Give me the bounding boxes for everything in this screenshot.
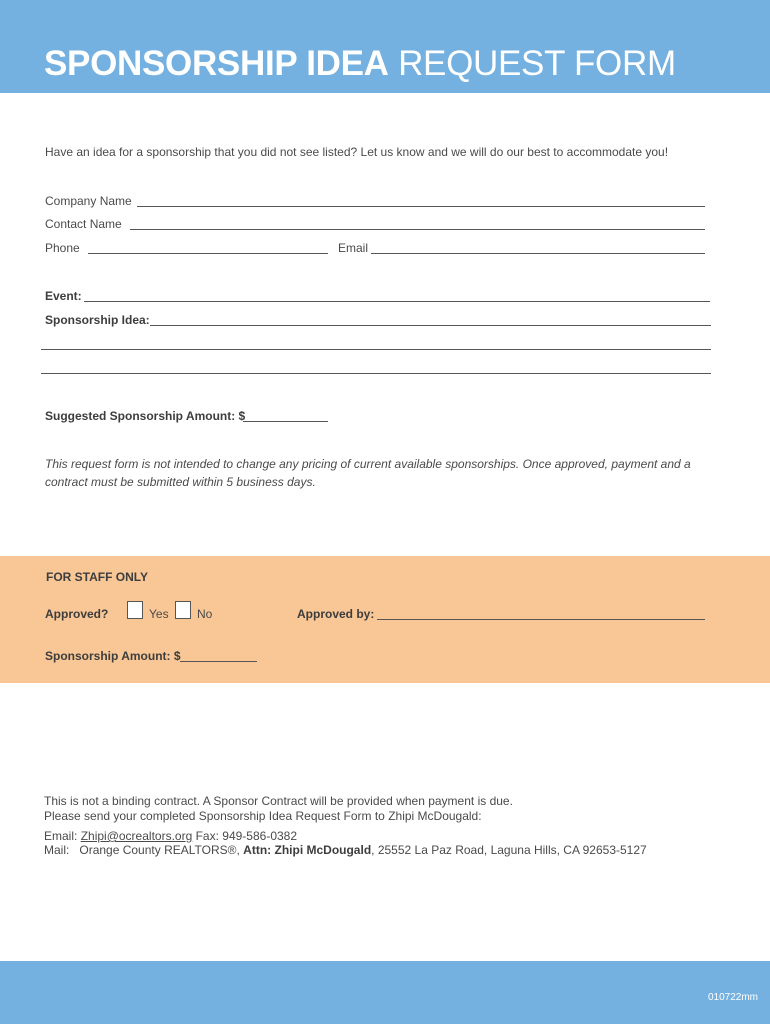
phone-field[interactable]: [88, 253, 328, 254]
no-label: No: [197, 607, 213, 621]
contact-email-row: [44, 829, 297, 843]
mail-attn: Attn: Zhipi McDougald: [243, 843, 372, 857]
staff-only-section: [0, 556, 770, 683]
header-banner: [0, 0, 770, 93]
email-label: Email: [338, 241, 369, 255]
approved-label: Approved?: [45, 607, 109, 621]
approved-no-checkbox[interactable]: [175, 601, 191, 619]
staff-heading: FOR STAFF ONLY: [46, 570, 148, 584]
disclaimer-line-1: This request form is not intended to change any pricing of current available sponsorships. Once approved, payment and a: [45, 457, 691, 471]
page-title: [44, 44, 676, 84]
yes-label: Yes: [149, 607, 169, 621]
fax-value: 949-586-0382: [222, 829, 298, 843]
sponsorship-idea-field-line2[interactable]: [41, 349, 711, 350]
fax-label: Fax:: [195, 829, 219, 843]
company-name-field[interactable]: [137, 206, 705, 207]
sponsorship-idea-field[interactable]: [150, 325, 711, 326]
staff-amount-field[interactable]: [180, 661, 257, 662]
title-bold: SPONSORSHIP IDEA: [44, 44, 389, 83]
intro-text: Have an idea for a sponsorship that you did not see listed? Let us know and we will do our best to accommodate you!: [45, 145, 669, 159]
disclaimer-line-2: contract must be submitted within 5 business days.: [45, 475, 316, 489]
suggested-amount-label: Suggested Sponsorship Amount: $: [45, 409, 246, 423]
mail-row: [44, 843, 647, 857]
contact-name-label: Contact Name: [45, 217, 122, 231]
phone-label: Phone: [45, 241, 80, 255]
binding-note: This is not a binding contract. A Sponsor Contract will be provided when payment is due.: [44, 794, 513, 808]
mail-org: Orange County REALTORS®,: [79, 843, 240, 857]
send-instructions: Please send your completed Sponsorship Idea Request Form to Zhipi McDougald:: [44, 809, 482, 823]
contact-name-field[interactable]: [130, 229, 705, 230]
mail-address: , 25552 La Paz Road, Laguna Hills, CA 92653-5127: [371, 843, 647, 857]
company-name-label: Company Name: [45, 194, 132, 208]
document-code: 010722mm: [707, 992, 758, 1003]
staff-amount-label: Sponsorship Amount: $: [45, 649, 181, 663]
approved-by-label: Approved by:: [297, 607, 375, 621]
email-contact-label: Email:: [44, 829, 78, 843]
event-label: Event:: [45, 289, 82, 303]
email-field[interactable]: [371, 253, 705, 254]
footer-banner: [0, 961, 770, 1024]
event-field[interactable]: [84, 301, 710, 302]
approved-by-field[interactable]: [377, 619, 705, 620]
email-link[interactable]: Zhipi@ocrealtors.org: [80, 829, 193, 843]
sponsorship-idea-field-line3[interactable]: [41, 373, 711, 374]
approved-yes-checkbox[interactable]: [127, 601, 143, 619]
suggested-amount-field[interactable]: [243, 421, 328, 422]
sponsorship-idea-label: Sponsorship Idea:: [45, 313, 150, 327]
title-light: REQUEST FORM: [398, 44, 676, 83]
mail-label: Mail:: [44, 843, 70, 857]
